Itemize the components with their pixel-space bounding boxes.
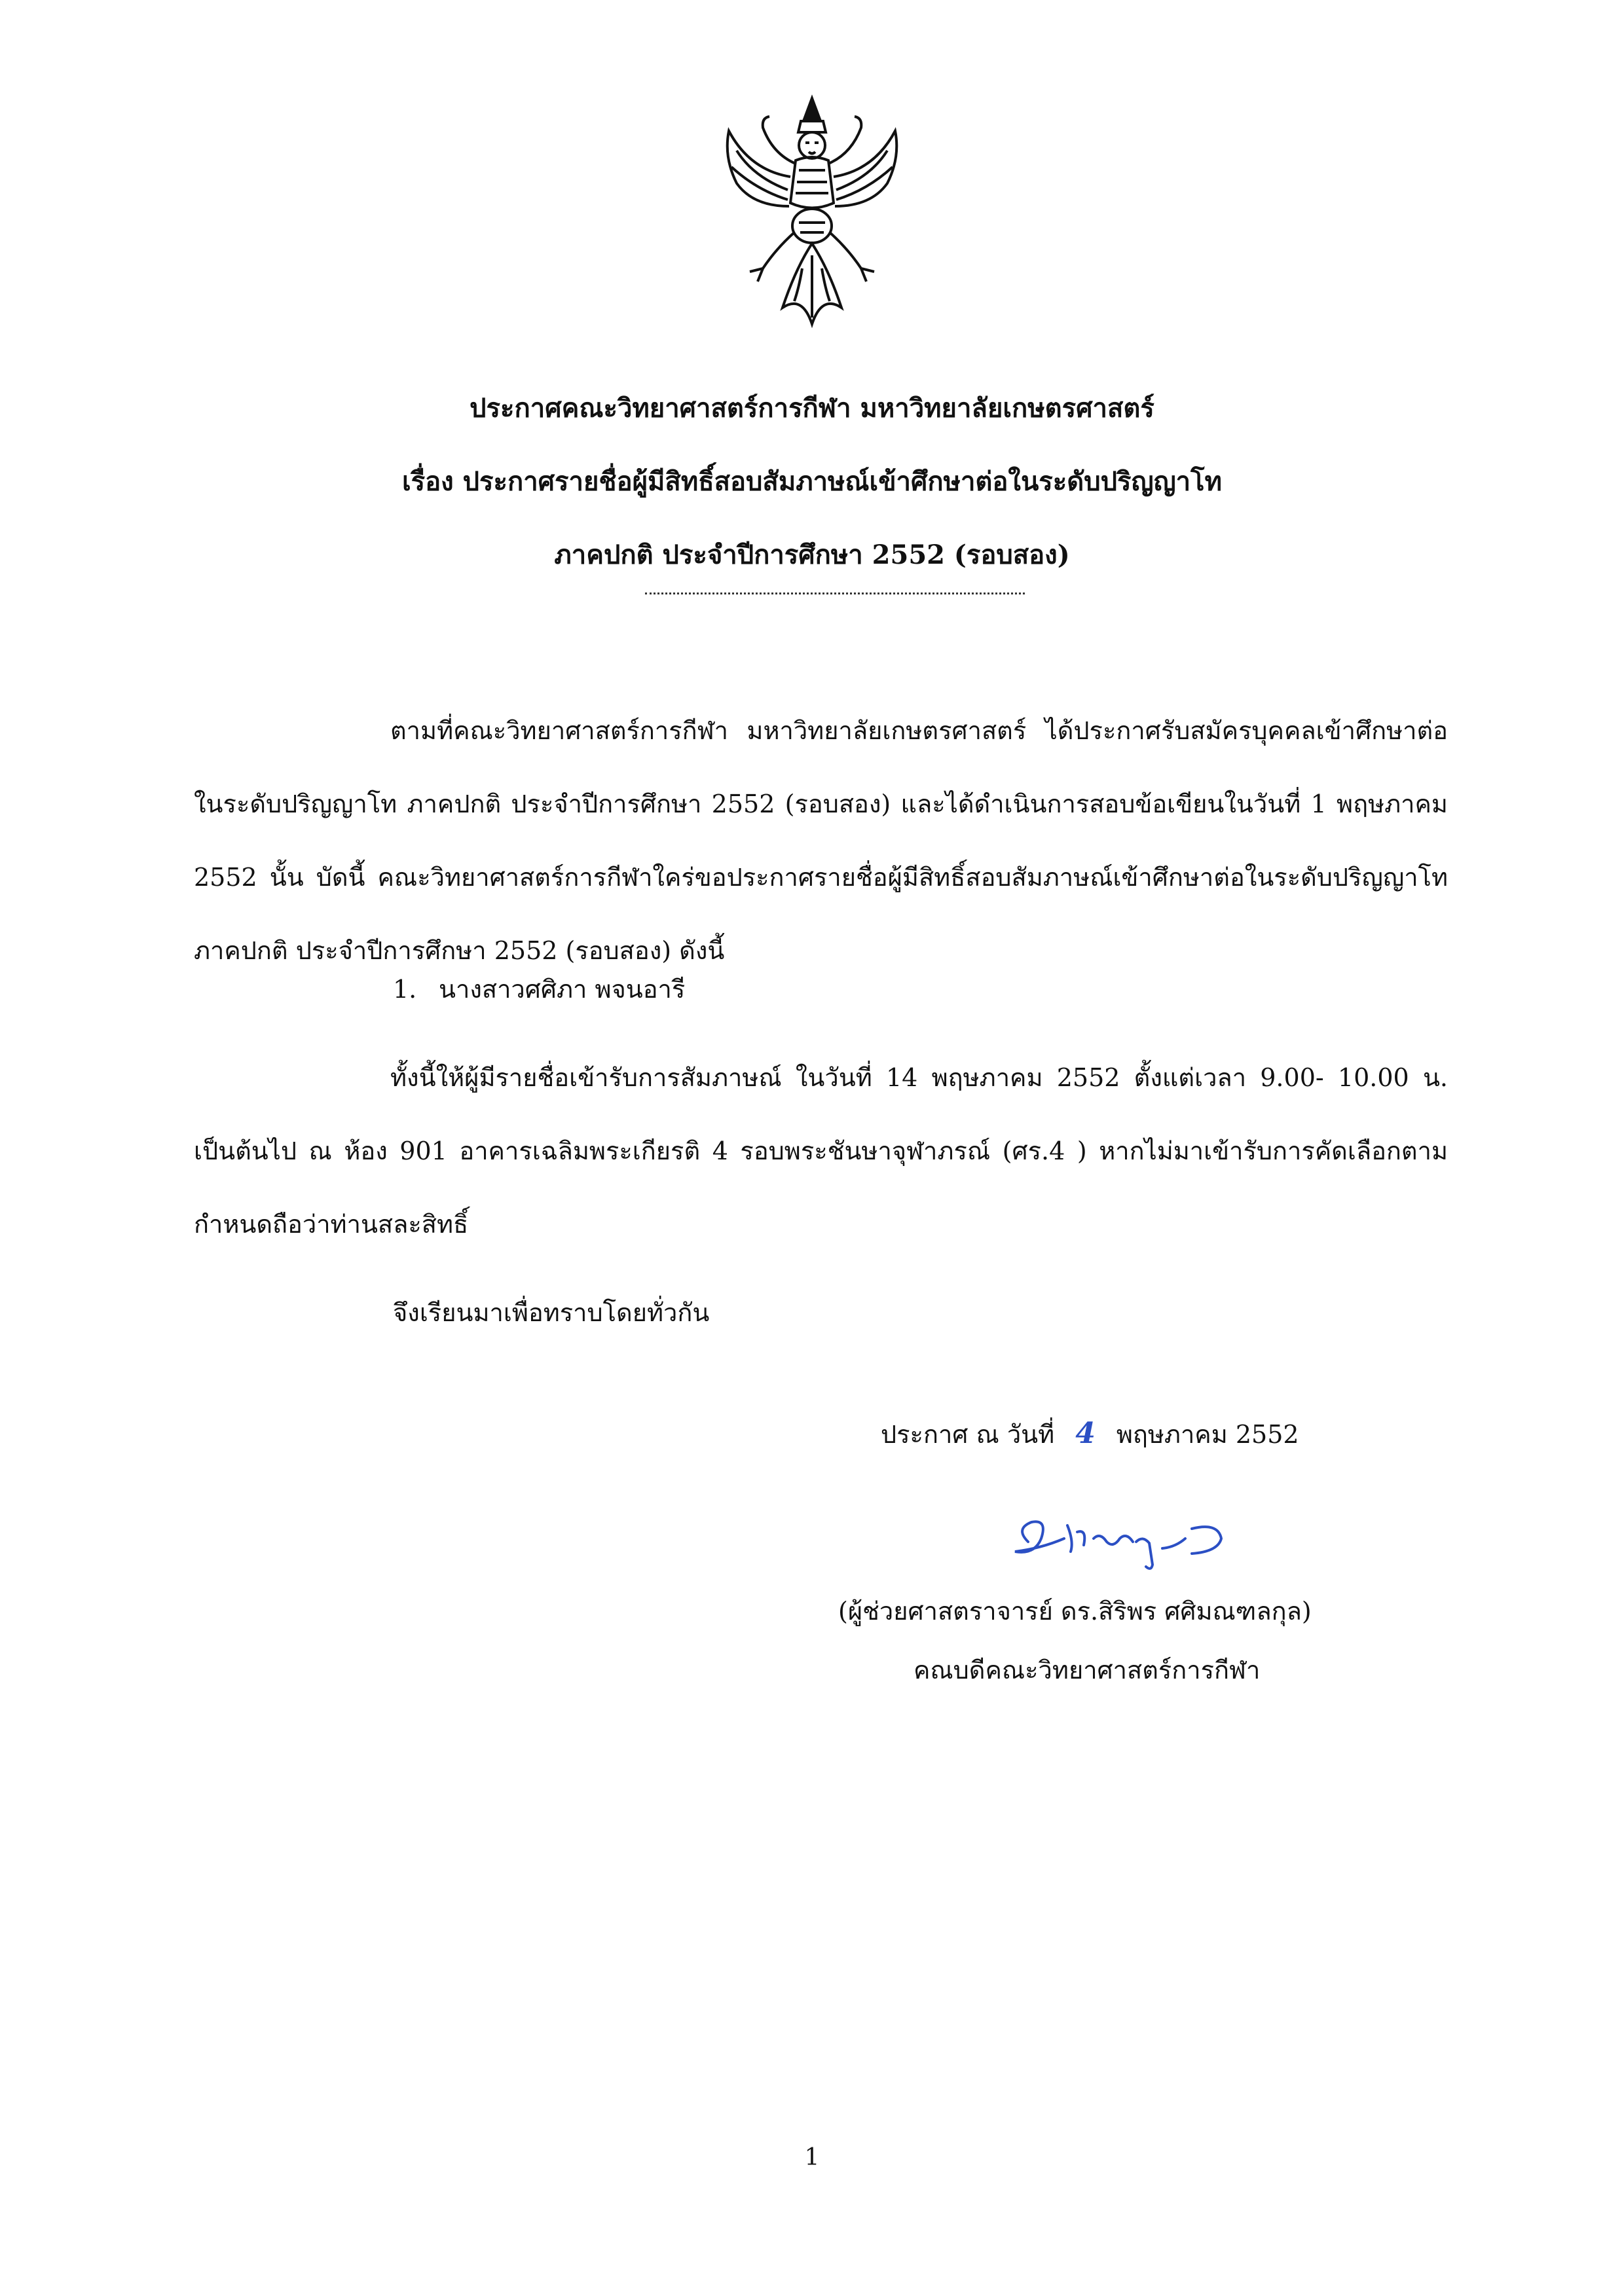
announcement-body-2 bbox=[194, 1041, 1448, 1261]
date-day-handwritten: 4 bbox=[1075, 1417, 1096, 1450]
page-number: 1 bbox=[804, 2144, 820, 2171]
candidate-name: นางสาวศศิภา พจนอารี bbox=[439, 975, 686, 1004]
garuda-emblem-icon bbox=[717, 92, 907, 334]
title-line-3: ภาคปกติ ประจำปีการศึกษา 2552 (รอบสอง) bbox=[554, 539, 1070, 570]
closing-text: จึงเรียนมาเพื่อทราบโดยทั่วกัน bbox=[393, 1298, 710, 1327]
title-line-2: เรื่อง ประกาศรายชื่อผู้มีสิทธิ์สอบสัมภาษณ์เข้าศึกษาต่อในระดับปริญญาโท bbox=[401, 466, 1222, 497]
title-line-1: ประกาศคณะวิทยาศาสตร์การกีฬา มหาวิทยาลัยเกษตรศาสตร์ bbox=[470, 393, 1154, 424]
handwritten-signature-icon bbox=[1002, 1503, 1238, 1575]
announcement-date bbox=[881, 1414, 1299, 1454]
date-prefix: ประกาศ ณ วันที่ bbox=[881, 1420, 1055, 1449]
body-paragraph-1: ตามที่คณะวิทยาศาสตร์การกีฬา มหาวิทยาลัยเกษตรศาสตร์ ได้ประกาศรับสมัครบุคคลเข้าศึกษาต่อในระดับปริญญาโท ภาคปกติ ประจำปีการศึกษา 2552 (รอบสอง) และได้ดำเนินการสอบข้อเขียนในวันที่ 1 พฤษภาคม 2552 นั้น บัดนี้ คณะวิทยาศาสตร์การกีฬาใคร่ขอประกาศรายชื่อผู้มีสิทธิ์สอบสัมภาษณ์เข้าศึกษาต่อในระดับปริญญาโท ภาคปกติ ประจำปีการศึกษา 2552 (รอบสอง) ดังนี้ bbox=[194, 716, 1448, 965]
body-paragraph-2: ทั้งนี้ให้ผู้มีรายชื่อเข้ารับการสัมภาษณ์ ในวันที่ 14 พฤษภาคม 2552 ตั้งแต่เวลา 9.00- 10.00 น. เป็นต้นไป ณ ห้อง 901 อาคารเฉลิมพระเกียรติ 4 รอบพระชันษาจุฬาภรณ์ (ศร.4 ) หากไม่มาเข้ารับการคัดเลือกตามกำหนดถือว่าท่านสละสิทธิ์ bbox=[194, 1063, 1448, 1239]
list-item-number: 1. bbox=[393, 975, 417, 1004]
title-separator bbox=[645, 592, 1025, 594]
list-item bbox=[393, 969, 685, 1009]
announcement-title bbox=[0, 393, 1624, 571]
signer-position: คณบดีคณะวิทยาศาสตร์การกีฬา bbox=[913, 1656, 1261, 1685]
signer-name: (ผู้ช่วยศาสตราจารย์ ดร.สิริพร ศศิมณฑลกุล) bbox=[838, 1597, 1312, 1626]
announcement-body bbox=[194, 694, 1448, 987]
date-suffix: พฤษภาคม 2552 bbox=[1116, 1420, 1299, 1449]
